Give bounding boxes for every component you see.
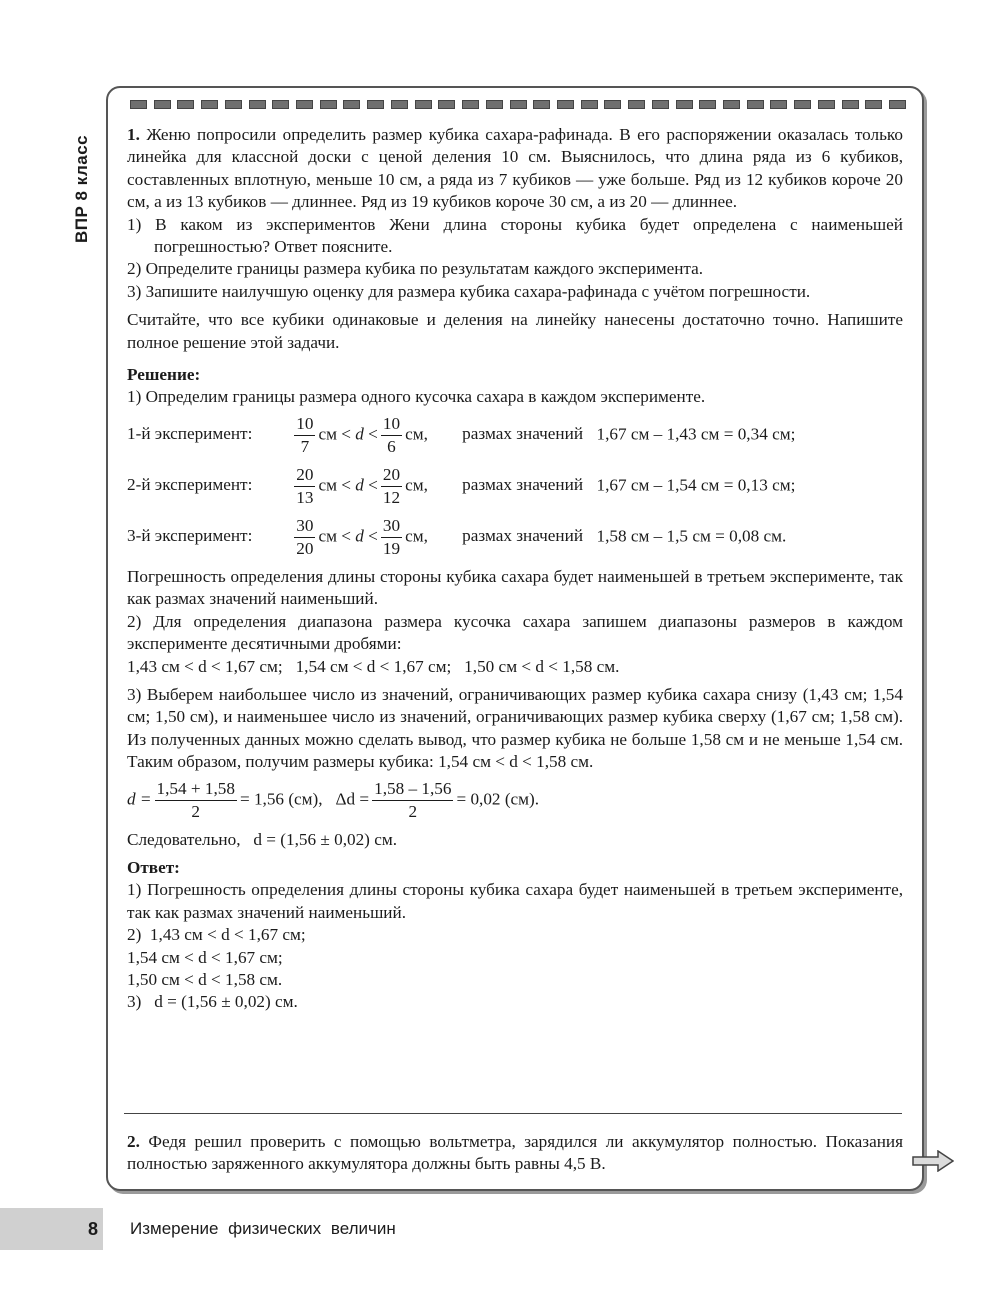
- fraction-lower: [294, 515, 315, 560]
- dash-block: [154, 100, 171, 109]
- numerator: 10: [381, 413, 402, 436]
- dash-block: [177, 100, 194, 109]
- final-result: d = (1,56 ± 0,02) см.: [253, 829, 398, 849]
- denominator: 13: [296, 487, 314, 507]
- solution-step2: 2) Для определения диапазона размера кусочка сахара запишем диапазоны размеров в каждом эксперименте десятичными дробями:: [127, 611, 903, 654]
- answer-3: [127, 991, 903, 1013]
- fraction-upper: [381, 413, 402, 458]
- dash-block: [818, 100, 835, 109]
- experiment-label: 2-й эксперимент:: [127, 475, 253, 495]
- numerator: 20: [381, 464, 402, 487]
- problem2: [127, 1131, 903, 1176]
- dash-block: [723, 100, 740, 109]
- formula-delta-d: Δd =: [335, 788, 370, 808]
- dash-block: [462, 100, 479, 109]
- solution-heading: Решение:: [127, 365, 201, 385]
- dash-block: [533, 100, 550, 109]
- solution-conclusion1: Погрешность определения длины стороны кубика сахара будет наименьшей в третьем эксперименте, так как размах значений наименьший.: [127, 566, 903, 609]
- dash-block: [438, 100, 455, 109]
- mean-result: = 1,56 (см),: [239, 788, 323, 808]
- dash-block: [415, 100, 432, 109]
- range-calc: 1,58 см – 1,5 см = 0,08 см.: [596, 526, 787, 546]
- task-content: [127, 124, 903, 1014]
- ineq-end: см,: [405, 424, 428, 444]
- range-label: размах значений: [462, 424, 584, 444]
- ineq-d: d: [355, 424, 364, 444]
- denominator: 2: [408, 801, 418, 821]
- dash-block: [130, 100, 147, 109]
- denominator: 6: [387, 436, 396, 456]
- dash-block: [628, 100, 645, 109]
- dashed-header-decoration: [130, 100, 906, 112]
- numerator: 1,54 + 1,58: [155, 778, 237, 801]
- range-calc: 1,67 см – 1,43 см = 0,34 см;: [596, 424, 796, 444]
- ineq-cm: см <: [318, 424, 351, 444]
- fraction-lower: [294, 413, 315, 458]
- solution-step3: 3) Выберем наибольшее число из значений, ограничивающих размер кубика сахара снизу (1,43 см; 1,54 см; 1,50 см), и наименьшее число из значений, ограничивающих размер кубика сверху (1,67 см; 1,58 см). Из полученных данных можно сделать вывод, что размер кубика не больше 1,58 см и не меньше 1,54 см. Таким образом, получим размеры кубика: 1,54 см < d < 1,58 см.: [127, 684, 903, 772]
- problem1-note: Считайте, что все кубики одинаковые и деления на линейку нанесены достаточно точно. Напишите полное решение этой задачи.: [127, 310, 903, 352]
- dash-block: [794, 100, 811, 109]
- experiment-row: [127, 515, 903, 560]
- denominator: 2: [191, 801, 201, 821]
- ineq-lt: <: [368, 475, 378, 495]
- dash-block: [557, 100, 574, 109]
- dash-block: [747, 100, 764, 109]
- range-calc: 1,67 см – 1,54 см = 0,13 см;: [596, 475, 796, 495]
- dash-block: [865, 100, 882, 109]
- dash-block: [581, 100, 598, 109]
- dash-block: [699, 100, 716, 109]
- fraction-lower: [294, 464, 315, 509]
- chapter-title: Измерение физических величин: [130, 1219, 396, 1238]
- mean-formula: [127, 778, 903, 823]
- problem1-number: 1.: [127, 125, 140, 144]
- dash-block: [320, 100, 337, 109]
- question-1: 1) В каком из экспериментов Жени длина стороны кубика будет определена с наименьшей погрешностью? Ответ поясните.: [127, 214, 903, 257]
- experiment-label: 1-й эксперимент:: [127, 424, 253, 444]
- range-label: размах значений: [462, 526, 584, 546]
- dash-block: [510, 100, 527, 109]
- experiment-row: [127, 464, 903, 509]
- denominator: 12: [382, 487, 401, 507]
- error-fraction: [372, 778, 453, 823]
- numerator: 30: [381, 515, 402, 538]
- numerator: 30: [294, 515, 315, 538]
- problem1-text: Женю попросили определить размер кубика сахара-рафинада. В его распоряжении оказалась только линейка для классной доски с ценой деления 10 см. Выяснилось, что длина ряда из 6 кубиков, составленных вплотную, меньше 10 см, а ряда из 7 кубиков — уже больше. Ряд из 12 кубиков короче 20 см, а из 13 кубиков — длиннее. Ряд из 19 кубиков короче 30 см, а из 20 — длиннее.: [127, 125, 903, 212]
- ineq-d: d: [355, 526, 364, 546]
- problem1-intro: [127, 124, 903, 214]
- fraction-upper: [381, 464, 402, 509]
- dash-block: [225, 100, 242, 109]
- solution-ranges: 1,43 см < d < 1,67 см; 1,54 см < d < 1,67 см; 1,50 см < d < 1,58 см.: [127, 656, 620, 676]
- dash-block: [201, 100, 218, 109]
- question-3: 3) Запишите наилучшую оценку для размера кубика сахара-рафинада с учётом погрешности.: [127, 281, 811, 301]
- dash-block: [889, 100, 906, 109]
- dash-block: [842, 100, 859, 109]
- question-2: 2) Определите границы размера кубика по результатам каждого эксперимента.: [127, 259, 704, 279]
- section-divider: [124, 1113, 902, 1114]
- dash-block: [486, 100, 503, 109]
- therefore-label: Следовательно,: [127, 829, 241, 849]
- answer-2: [127, 924, 903, 946]
- experiment-row: [127, 413, 903, 458]
- ineq-end: см,: [405, 526, 428, 546]
- mean-fraction: [155, 778, 237, 823]
- problem2-number: 2.: [127, 1132, 140, 1151]
- ineq-lt: <: [368, 526, 378, 546]
- dash-block: [296, 100, 313, 109]
- formula-d: d =: [127, 788, 152, 808]
- dash-block: [652, 100, 669, 109]
- denominator: 7: [300, 436, 310, 456]
- solution-final: [127, 829, 903, 851]
- denominator: 19: [382, 538, 401, 558]
- answer-2-line: 1,43 см < d < 1,67 см;: [149, 925, 306, 945]
- dash-block: [770, 100, 787, 109]
- dash-block: [272, 100, 289, 109]
- answer-2-prefix: 2): [127, 925, 142, 945]
- dash-block: [604, 100, 621, 109]
- continue-arrow-icon: [912, 1150, 954, 1172]
- ineq-cm: см <: [318, 475, 351, 495]
- ineq-end: см,: [405, 475, 428, 495]
- answer-1: 1) Погрешность определения длины стороны кубика сахара будет наименьшей в третьем эксперименте, так как размах значений наименьший.: [127, 880, 903, 922]
- ineq-cm: см <: [318, 526, 351, 546]
- error-result: = 0,02 (см).: [456, 788, 540, 808]
- answer-2-line: 1,50 см < d < 1,58 см.: [127, 969, 283, 989]
- answer-2-line: 1,54 см < d < 1,67 см;: [127, 947, 283, 967]
- dash-block: [249, 100, 266, 109]
- ineq-lt: <: [368, 424, 378, 444]
- numerator: 10: [294, 413, 315, 436]
- dash-block: [391, 100, 408, 109]
- dash-block: [676, 100, 693, 109]
- denominator: 20: [296, 538, 314, 558]
- experiment-label: 3-й эксперимент:: [127, 526, 253, 546]
- ineq-d: d: [355, 475, 364, 495]
- range-label: размах значений: [462, 475, 584, 495]
- answer-3-value: d = (1,56 ± 0,02) см.: [154, 992, 298, 1012]
- problem2-text: Федя решил проверить с помощью вольтметра, зарядился ли аккумулятор полностью. Показания полностью заряженного аккумулятора должны быть равны 4,5 В.: [127, 1132, 904, 1174]
- numerator: 20: [294, 464, 315, 487]
- page-number: 8: [87, 1219, 98, 1239]
- answer-3-prefix: 3): [127, 992, 142, 1012]
- dash-block: [367, 100, 384, 109]
- numerator: 1,58 – 1,56: [372, 778, 453, 801]
- grade-label: ВПР 8 класс: [72, 134, 91, 243]
- dash-block: [343, 100, 360, 109]
- solution-step1: 1) Определим границы размера одного кусочка сахара в каждом эксперименте.: [127, 387, 706, 407]
- fraction-upper: [381, 515, 402, 560]
- answer-heading: Ответ:: [127, 857, 180, 877]
